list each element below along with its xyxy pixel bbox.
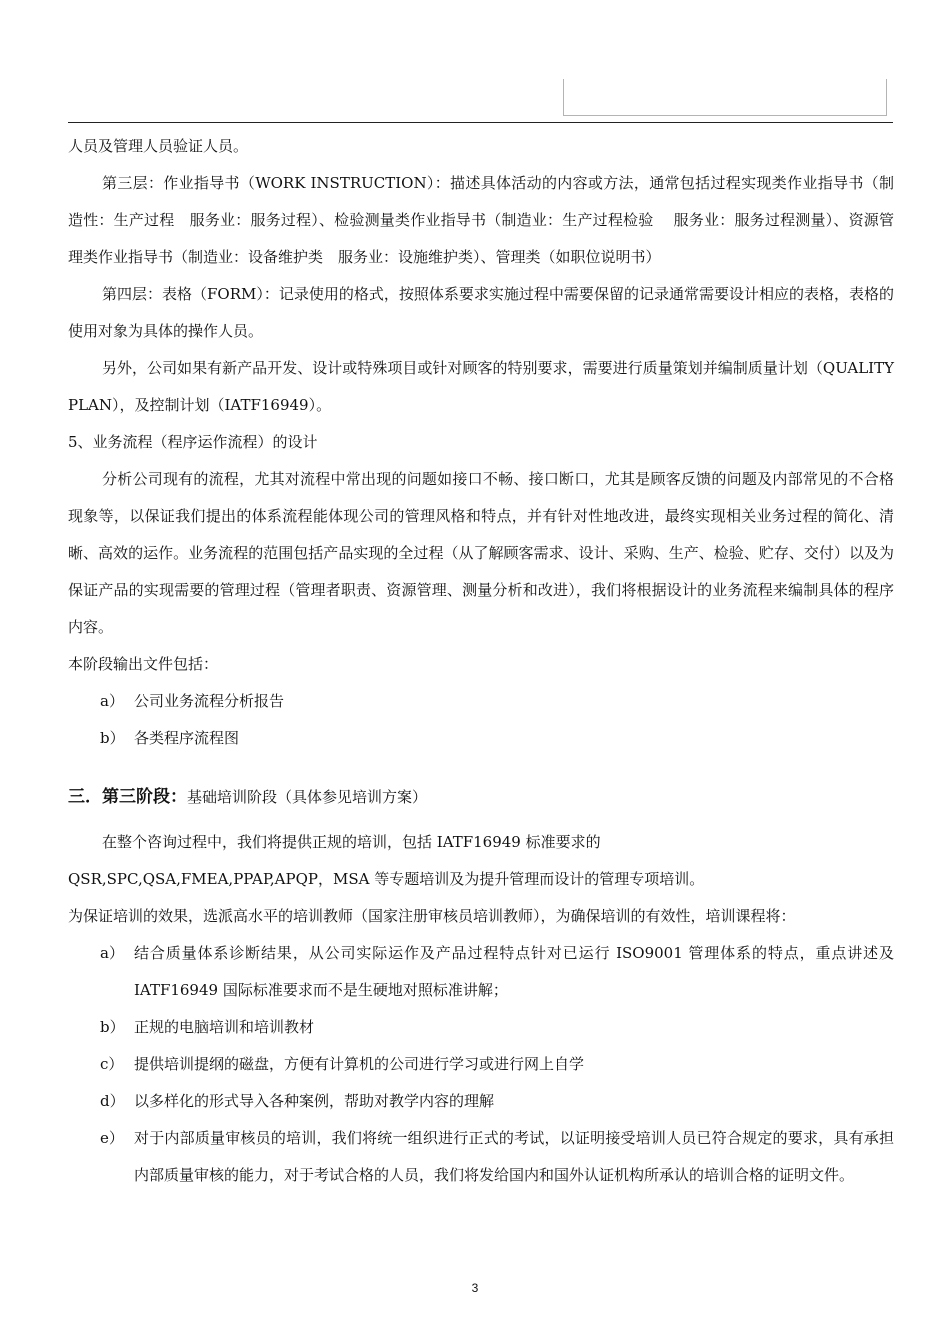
list-marker: b） bbox=[100, 1018, 125, 1036]
list-text: 提供培训提纲的磁盘，方便有计算机的公司进行学习或进行网上自学 bbox=[134, 1055, 585, 1073]
section-subtitle: 基础培训阶段（具体参见培训方案） bbox=[187, 788, 428, 806]
list-item bbox=[68, 935, 894, 1009]
list-item bbox=[68, 683, 894, 720]
paragraph-training-goal: 为保证培训的效果，选派高水平的培训教师（国家注册审核员培训教师），为确保培训的有效性，培训课程将： bbox=[68, 907, 796, 925]
paragraph-training-intro: 在整个咨询过程中，我们将提供正规的培训，包括 IATF16949 标准要求的 bbox=[102, 833, 601, 851]
paragraph-level4: 第四层：表格（FORM）：记录使用的格式，按照体系要求实施过程中需要保留的记录通常需要设计相应的表格，表格的使用对象为具体的操作人员。 bbox=[68, 285, 894, 340]
section-title bbox=[68, 779, 894, 816]
list-item bbox=[68, 1009, 894, 1046]
list-text: 公司业务流程分析报告 bbox=[134, 692, 285, 710]
list-text: 正规的电脑培训和培训教材 bbox=[134, 1018, 315, 1036]
paragraph: 人员及管理人员验证人员。 bbox=[68, 137, 249, 155]
list-item bbox=[68, 720, 894, 757]
list-marker: b） bbox=[100, 729, 125, 747]
list-marker: a） bbox=[100, 944, 124, 962]
heading-business-process: 5、业务流程（程序运作流程）的设计 bbox=[68, 433, 318, 451]
list-marker: a） bbox=[100, 692, 124, 710]
paragraph-process-analysis: 分析公司现有的流程，尤其对流程中常出现的问题如接口不畅、接口断口，尤其是顾客反馈的问题及内部常见的不合格现象等，以保证我们提出的体系流程能体现公司的管理风格和特点，并有针对性地改进，最终实现相关业务过程的简化、清晰、高效的运作。业务流程的范围包括产品实现的全过程（从了解顾客需求、设计、采购、生产、检验、贮存、交付）以及为保证产品的实现需要的管理过程（管理者职责、资源管理、测量分析和改进），我们将根据设计的业务流程来编制具体的程序内容。 bbox=[68, 470, 894, 636]
header-box bbox=[563, 79, 887, 116]
list-text: 各类程序流程图 bbox=[134, 729, 240, 747]
list-item bbox=[68, 1046, 894, 1083]
list-item bbox=[68, 1120, 894, 1194]
paragraph-level3: 第三层：作业指导书（WORK INSTRUCTION）：描述具体活动的内容或方法，通常包括过程实现类作业指导书（制造性：生产过程 服务业：服务过程）、检验测量类作业指导书（制造业：生产过程检验 服务业：服务过程测量）、资源管理类作业指导书（制造业：设备维护类 服务业：设施维护类）、管理类（如职位说明书） bbox=[68, 174, 894, 266]
paragraph-training-topics: QSR,SPC,QSA,FMEA,PPAP,APQP，MSA 等专题培训及为提升管理而设计的管理专项培训。 bbox=[68, 870, 705, 888]
list-marker: d） bbox=[100, 1092, 125, 1110]
outputs-intro: 本阶段输出文件包括： bbox=[68, 655, 219, 673]
page-number: 3 bbox=[471, 1281, 479, 1295]
list-item bbox=[68, 1083, 894, 1120]
paragraph-quality-plan: 另外，公司如果有新产品开发、设计或特殊项目或针对顾客的特别要求，需要进行质量策划并编制质量计划（QUALITY PLAN），及控制计划（IATF16949）。 bbox=[68, 359, 894, 414]
list-marker: e） bbox=[100, 1129, 124, 1147]
section-heading: 三．第三阶段： bbox=[68, 787, 187, 807]
list-text: 对于内部质量审核员的培训，我们将统一组织进行正式的考试，以证明接受培训人员已符合规定的要求，具有承担内部质量审核的能力，对于考试合格的人员，我们将发给国内和国外认证机构所承认的培训合格的证明文件。 bbox=[134, 1129, 894, 1184]
list-text: 结合质量体系诊断结果，从公司实际运作及产品过程特点针对已运行 ISO9001 管理体系的特点，重点讲述及 IATF16949 国际标准要求而不是生硬地对照标准讲解； bbox=[134, 944, 894, 999]
header-rule bbox=[68, 122, 893, 123]
list-text: 以多样化的形式导入各种案例，帮助对教学内容的理解 bbox=[134, 1092, 495, 1110]
document-body bbox=[68, 128, 894, 1194]
list-marker: c） bbox=[100, 1055, 124, 1073]
